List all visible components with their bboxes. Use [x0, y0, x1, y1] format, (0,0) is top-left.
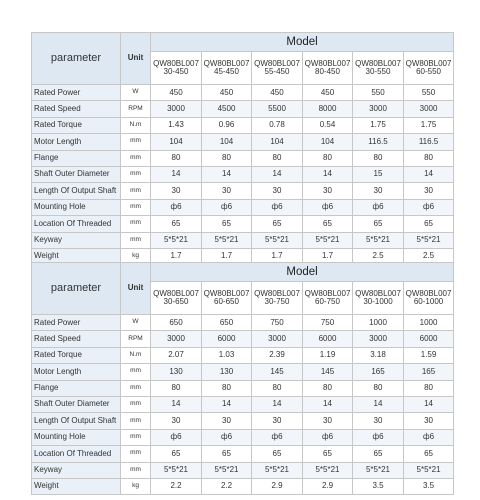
row-label: Mounting Hole	[32, 429, 121, 445]
row-label: Weight	[32, 248, 121, 264]
model-name-line: QW80BL007	[304, 288, 351, 298]
value-cell: 80	[353, 150, 404, 166]
table-row	[32, 396, 454, 412]
value-cell: 80	[151, 380, 202, 396]
value-cell: 1000	[404, 315, 454, 331]
value-cell: 2.9	[252, 478, 303, 494]
spec-table-2	[31, 262, 454, 495]
model-variant-line: 45-450	[214, 67, 239, 76]
value-cell: 1.7	[303, 248, 353, 264]
table-row	[32, 117, 454, 133]
value-cell: 65	[353, 446, 404, 462]
value-cell: 30	[202, 413, 252, 429]
value-cell: 450	[151, 85, 202, 101]
table-row	[32, 413, 454, 429]
value-cell: 14	[252, 396, 303, 412]
value-cell: 2.5	[404, 248, 454, 264]
model-name-line: QW80BL007	[254, 58, 300, 68]
value-cell: ф6	[151, 199, 202, 215]
row-unit: mm	[121, 216, 151, 232]
value-cell: 3.5	[353, 478, 404, 494]
row-unit: mm	[121, 380, 151, 396]
model-name-line: QW80BL007	[405, 58, 452, 68]
value-cell: 14	[151, 166, 202, 182]
row-label: Location Of Threaded	[32, 446, 121, 462]
value-cell: 30	[252, 413, 303, 429]
value-cell: 2.07	[151, 347, 202, 363]
row-unit: kg	[121, 248, 151, 264]
parameter-header: parameter	[32, 33, 121, 85]
table-row	[32, 134, 454, 150]
row-label: Rated Speed	[32, 101, 121, 117]
value-cell: 1.59	[404, 347, 454, 363]
value-cell: 1.75	[353, 117, 404, 133]
value-cell: 80	[404, 380, 454, 396]
value-cell: 80	[252, 380, 303, 396]
table-row	[32, 315, 454, 331]
value-cell: 30	[151, 413, 202, 429]
table-row	[32, 199, 454, 215]
value-cell: 80	[353, 380, 404, 396]
value-cell: 5500	[252, 101, 303, 117]
spec-table-1	[31, 32, 454, 265]
value-cell: 750	[303, 315, 353, 331]
model-name-line: QW80BL007	[355, 58, 401, 68]
model-variant-line: 60-550	[416, 67, 441, 76]
value-cell: ф6	[303, 199, 353, 215]
row-label: Length Of Output Shaft	[32, 413, 121, 429]
unit-header: Unit	[121, 263, 151, 315]
model-variant-line: 80-450	[315, 67, 340, 76]
table-row	[32, 232, 454, 248]
value-cell: 3.5	[404, 478, 454, 494]
row-unit: mm	[121, 429, 151, 445]
table-row	[32, 429, 454, 445]
model-variant-line: 30-750	[264, 297, 290, 306]
value-cell: 65	[303, 446, 353, 462]
table-row	[32, 85, 454, 101]
row-label: Rated Speed	[32, 331, 121, 347]
value-cell: 5*5*21	[151, 462, 202, 478]
value-cell: 65	[202, 446, 252, 462]
table-row	[32, 478, 454, 494]
value-cell: 3000	[252, 331, 303, 347]
row-label: Rated Torque	[32, 347, 121, 363]
value-cell: ф6	[404, 429, 454, 445]
value-cell: 2.9	[303, 478, 353, 494]
value-cell: 3000	[151, 331, 202, 347]
value-cell: 14	[202, 166, 252, 182]
row-unit: W	[121, 315, 151, 331]
value-cell: 5*5*21	[151, 232, 202, 248]
row-label: Shaft Outer Diameter	[32, 396, 121, 412]
value-cell: 14	[353, 396, 404, 412]
model-column-header	[404, 52, 454, 85]
table-row	[32, 183, 454, 199]
value-cell: 30	[303, 183, 353, 199]
value-cell: ф6	[252, 429, 303, 445]
row-label: Shaft Outer Diameter	[32, 166, 121, 182]
row-label: Location Of Threaded	[32, 216, 121, 232]
row-unit: mm	[121, 396, 151, 412]
row-label: Motor Length	[32, 364, 121, 380]
unit-header: Unit	[121, 33, 151, 85]
value-cell: 15	[353, 166, 404, 182]
header-row-top	[32, 33, 454, 52]
table-row	[32, 380, 454, 396]
row-unit: mm	[121, 183, 151, 199]
model-name-line: QW80BL007	[405, 288, 452, 298]
value-cell: 3.18	[353, 347, 404, 363]
table-row	[32, 150, 454, 166]
row-unit: kg	[121, 478, 151, 494]
value-cell: 14	[202, 396, 252, 412]
value-cell: 5*5*21	[353, 462, 404, 478]
value-cell: 116.5	[404, 134, 454, 150]
value-cell: 30	[404, 183, 454, 199]
value-cell: 145	[252, 364, 303, 380]
row-unit: mm	[121, 462, 151, 478]
row-unit: mm	[121, 199, 151, 215]
row-unit: RPM	[121, 101, 151, 117]
value-cell: 450	[202, 85, 252, 101]
value-cell: 0.54	[303, 117, 353, 133]
row-unit: RPM	[121, 331, 151, 347]
value-cell: 30	[303, 413, 353, 429]
value-cell: 4500	[202, 101, 252, 117]
value-cell: 0.96	[202, 117, 252, 133]
value-cell: 165	[404, 364, 454, 380]
value-cell: 30	[353, 413, 404, 429]
table-row	[32, 462, 454, 478]
value-cell: ф6	[202, 199, 252, 215]
table-row	[32, 347, 454, 363]
value-cell: 165	[353, 364, 404, 380]
value-cell: 550	[353, 85, 404, 101]
value-cell: 30	[151, 183, 202, 199]
row-label: Motor Length	[32, 134, 121, 150]
value-cell: 104	[252, 134, 303, 150]
value-cell: 65	[353, 216, 404, 232]
value-cell: ф6	[151, 429, 202, 445]
value-cell: 1.75	[404, 117, 454, 133]
model-variant-line: 55-450	[264, 67, 290, 76]
value-cell: 104	[151, 134, 202, 150]
model-name-line: QW80BL007	[153, 288, 199, 298]
value-cell: 30	[404, 413, 454, 429]
value-cell: 1.03	[202, 347, 252, 363]
value-cell: 5*5*21	[404, 232, 454, 248]
table-row	[32, 216, 454, 232]
value-cell: 3000	[151, 101, 202, 117]
value-cell: 450	[252, 85, 303, 101]
value-cell: 130	[151, 364, 202, 380]
value-cell: 130	[202, 364, 252, 380]
row-unit: mm	[121, 232, 151, 248]
model-variant-line: 30-1000	[363, 297, 393, 306]
value-cell: 3000	[404, 101, 454, 117]
row-label: Flange	[32, 150, 121, 166]
model-column-header	[404, 282, 454, 315]
value-cell: 104	[303, 134, 353, 150]
value-cell: 1.7	[151, 248, 202, 264]
model-name-line: QW80BL007	[203, 288, 250, 298]
model-name-line: QW80BL007	[153, 58, 199, 68]
value-cell: ф6	[353, 429, 404, 445]
value-cell: 5*5*21	[202, 232, 252, 248]
row-unit: mm	[121, 413, 151, 429]
value-cell: 1.7	[252, 248, 303, 264]
value-cell: 14	[404, 396, 454, 412]
row-unit: mm	[121, 364, 151, 380]
value-cell: 5*5*21	[202, 462, 252, 478]
value-cell: 30	[353, 183, 404, 199]
model-column-header	[151, 282, 202, 315]
value-cell: 5*5*21	[252, 462, 303, 478]
value-cell: 5*5*21	[353, 232, 404, 248]
model-variant-line: 30-450	[163, 67, 189, 76]
value-cell: ф6	[353, 199, 404, 215]
value-cell: 30	[252, 183, 303, 199]
value-cell: 1000	[353, 315, 404, 331]
value-cell: 3000	[353, 331, 404, 347]
value-cell: 116.5	[353, 134, 404, 150]
model-name-line: QW80BL007	[355, 288, 401, 298]
row-label: Length Of Output Shaft	[32, 183, 121, 199]
value-cell: 65	[404, 446, 454, 462]
value-cell: 65	[151, 446, 202, 462]
value-cell: 65	[303, 216, 353, 232]
value-cell: 65	[151, 216, 202, 232]
value-cell: 6000	[202, 331, 252, 347]
value-cell: 80	[404, 150, 454, 166]
value-cell: 14	[151, 396, 202, 412]
table-row	[32, 364, 454, 380]
model-name-line: QW80BL007	[304, 58, 351, 68]
table-row	[32, 166, 454, 182]
model-column-header	[303, 52, 353, 85]
row-unit: N.m	[121, 347, 151, 363]
value-cell: 1.19	[303, 347, 353, 363]
value-cell: ф6	[252, 199, 303, 215]
row-label: Keyway	[32, 462, 121, 478]
value-cell: 650	[202, 315, 252, 331]
model-variant-line: 60-750	[315, 297, 340, 306]
value-cell: 80	[303, 150, 353, 166]
row-unit: N.m	[121, 117, 151, 133]
row-unit: mm	[121, 446, 151, 462]
row-unit: W	[121, 85, 151, 101]
value-cell: 14	[303, 396, 353, 412]
value-cell: 80	[252, 150, 303, 166]
header-row-top	[32, 263, 454, 282]
value-cell: 1.7	[202, 248, 252, 264]
model-header: Model	[151, 33, 454, 52]
value-cell: 650	[151, 315, 202, 331]
row-label: Flange	[32, 380, 121, 396]
model-column-header	[202, 282, 252, 315]
row-unit: mm	[121, 134, 151, 150]
value-cell: 450	[303, 85, 353, 101]
value-cell: 65	[202, 216, 252, 232]
table-row	[32, 101, 454, 117]
value-cell: 80	[202, 150, 252, 166]
model-column-header	[353, 52, 404, 85]
model-header: Model	[151, 263, 454, 282]
value-cell: 1.43	[151, 117, 202, 133]
row-unit: mm	[121, 166, 151, 182]
value-cell: 80	[202, 380, 252, 396]
value-cell: 750	[252, 315, 303, 331]
value-cell: 5*5*21	[404, 462, 454, 478]
value-cell: 6000	[303, 331, 353, 347]
row-unit: mm	[121, 150, 151, 166]
value-cell: 30	[202, 183, 252, 199]
model-variant-line: 30-650	[163, 297, 189, 306]
row-label: Rated Power	[32, 85, 121, 101]
value-cell: 2.2	[151, 478, 202, 494]
model-variant-line: 60-1000	[413, 297, 444, 306]
row-label: Rated Torque	[32, 117, 121, 133]
value-cell: 65	[404, 216, 454, 232]
model-column-header	[252, 282, 303, 315]
value-cell: 65	[252, 446, 303, 462]
value-cell: 5*5*21	[303, 462, 353, 478]
value-cell: 8000	[303, 101, 353, 117]
model-variant-line: 30-550	[365, 67, 391, 76]
parameter-header: parameter	[32, 263, 121, 315]
value-cell: 14	[303, 166, 353, 182]
model-column-header	[252, 52, 303, 85]
value-cell: 5*5*21	[303, 232, 353, 248]
value-cell: 65	[252, 216, 303, 232]
value-cell: 80	[151, 150, 202, 166]
row-label: Weight	[32, 478, 121, 494]
model-name-line: QW80BL007	[254, 288, 300, 298]
value-cell: 550	[404, 85, 454, 101]
model-column-header	[151, 52, 202, 85]
model-variant-line: 60-650	[214, 297, 239, 306]
value-cell: 3000	[353, 101, 404, 117]
value-cell: 0.78	[252, 117, 303, 133]
value-cell: 2.39	[252, 347, 303, 363]
value-cell: ф6	[303, 429, 353, 445]
value-cell: 104	[202, 134, 252, 150]
table-row	[32, 331, 454, 347]
row-label: Mounting Hole	[32, 199, 121, 215]
value-cell: 6000	[404, 331, 454, 347]
value-cell: ф6	[202, 429, 252, 445]
value-cell: 5*5*21	[252, 232, 303, 248]
value-cell: ф6	[404, 199, 454, 215]
value-cell: 14	[252, 166, 303, 182]
value-cell: 80	[303, 380, 353, 396]
value-cell: 2.2	[202, 478, 252, 494]
value-cell: 2.5	[353, 248, 404, 264]
model-name-line: QW80BL007	[203, 58, 250, 68]
value-cell: 14	[404, 166, 454, 182]
value-cell: 145	[303, 364, 353, 380]
model-column-header	[303, 282, 353, 315]
table-row	[32, 446, 454, 462]
row-label: Rated Power	[32, 315, 121, 331]
row-label: Keyway	[32, 232, 121, 248]
model-column-header	[202, 52, 252, 85]
model-column-header	[353, 282, 404, 315]
